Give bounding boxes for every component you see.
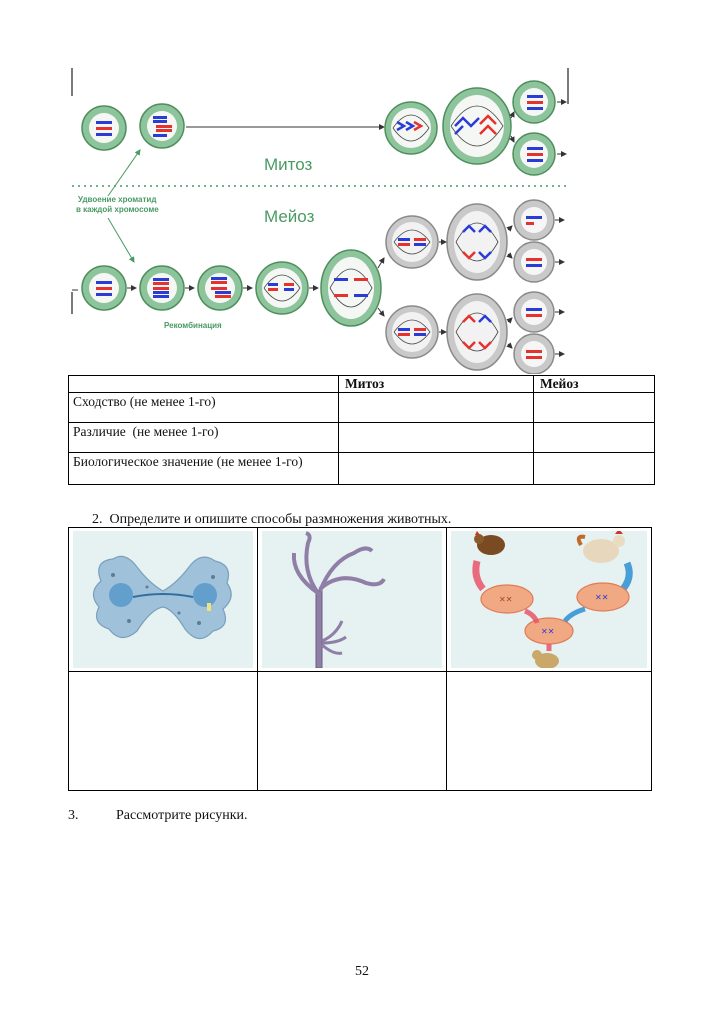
table-header-row: [69, 376, 655, 393]
answer-cell-mitosis[interactable]: [339, 453, 534, 485]
header-cell-mitosis: Митоз: [339, 376, 534, 393]
question-2: [92, 512, 451, 528]
reproduction-table: [68, 527, 652, 791]
table-row: [69, 393, 655, 423]
answer-cell-hydra[interactable]: [258, 672, 447, 791]
mitosis-meiosis-diagram: [68, 66, 582, 374]
answer-cell-meiosis[interactable]: [534, 423, 655, 453]
mitosis-row: [82, 81, 566, 175]
recombination-label: Рекомбинация: [164, 321, 222, 330]
row-label-difference: Различие (не менее 1-го): [69, 423, 339, 453]
chicken-sexual-reproduction-image: [451, 531, 647, 668]
question-2-number: 2.: [92, 512, 103, 527]
answer-cell-chicken[interactable]: [447, 672, 652, 791]
mitosis-label: Митоз: [264, 155, 313, 174]
table-row: [69, 423, 655, 453]
meiosis-row: [72, 200, 564, 374]
svg-text:✕✕: ✕✕: [499, 595, 513, 604]
svg-text:✕✕: ✕✕: [595, 593, 609, 602]
hydra-budding-image: [262, 531, 442, 668]
row-label-similarity: Сходство (не менее 1-го): [69, 393, 339, 423]
page-number: 52: [355, 964, 369, 979]
comparison-table: [68, 375, 655, 485]
chromatid-note-line1: Удвоение хроматид: [78, 195, 157, 204]
answer-cell-amoeba[interactable]: [69, 672, 258, 791]
image-row: [69, 528, 652, 672]
question-3: [68, 808, 248, 824]
question-2-text: Определите и опишите способы размножения животных.: [109, 512, 452, 527]
header-cell-meiosis: Мейоз: [534, 376, 655, 393]
image-cell: [258, 528, 447, 672]
answer-cell-meiosis[interactable]: [534, 453, 655, 485]
row-label-biological-significance: Биологическое значение (не менее 1-го): [69, 453, 339, 485]
meiosis-label: Мейоз: [264, 207, 315, 226]
table-row: [69, 453, 655, 485]
question-3-text: Рассмотрите рисунки.: [116, 808, 248, 823]
answer-row: [69, 672, 652, 791]
answer-cell-mitosis[interactable]: [339, 423, 534, 453]
image-cell: [69, 528, 258, 672]
amoeba-division-image: [73, 531, 253, 668]
svg-text:✕✕: ✕✕: [541, 627, 555, 636]
image-cell: [447, 528, 652, 672]
question-3-number: 3.: [68, 808, 79, 823]
chromatid-note-line2: в каждой хромосоме: [76, 205, 159, 214]
answer-cell-mitosis[interactable]: [339, 393, 534, 423]
header-cell-empty: [69, 376, 339, 393]
answer-cell-meiosis[interactable]: [534, 393, 655, 423]
